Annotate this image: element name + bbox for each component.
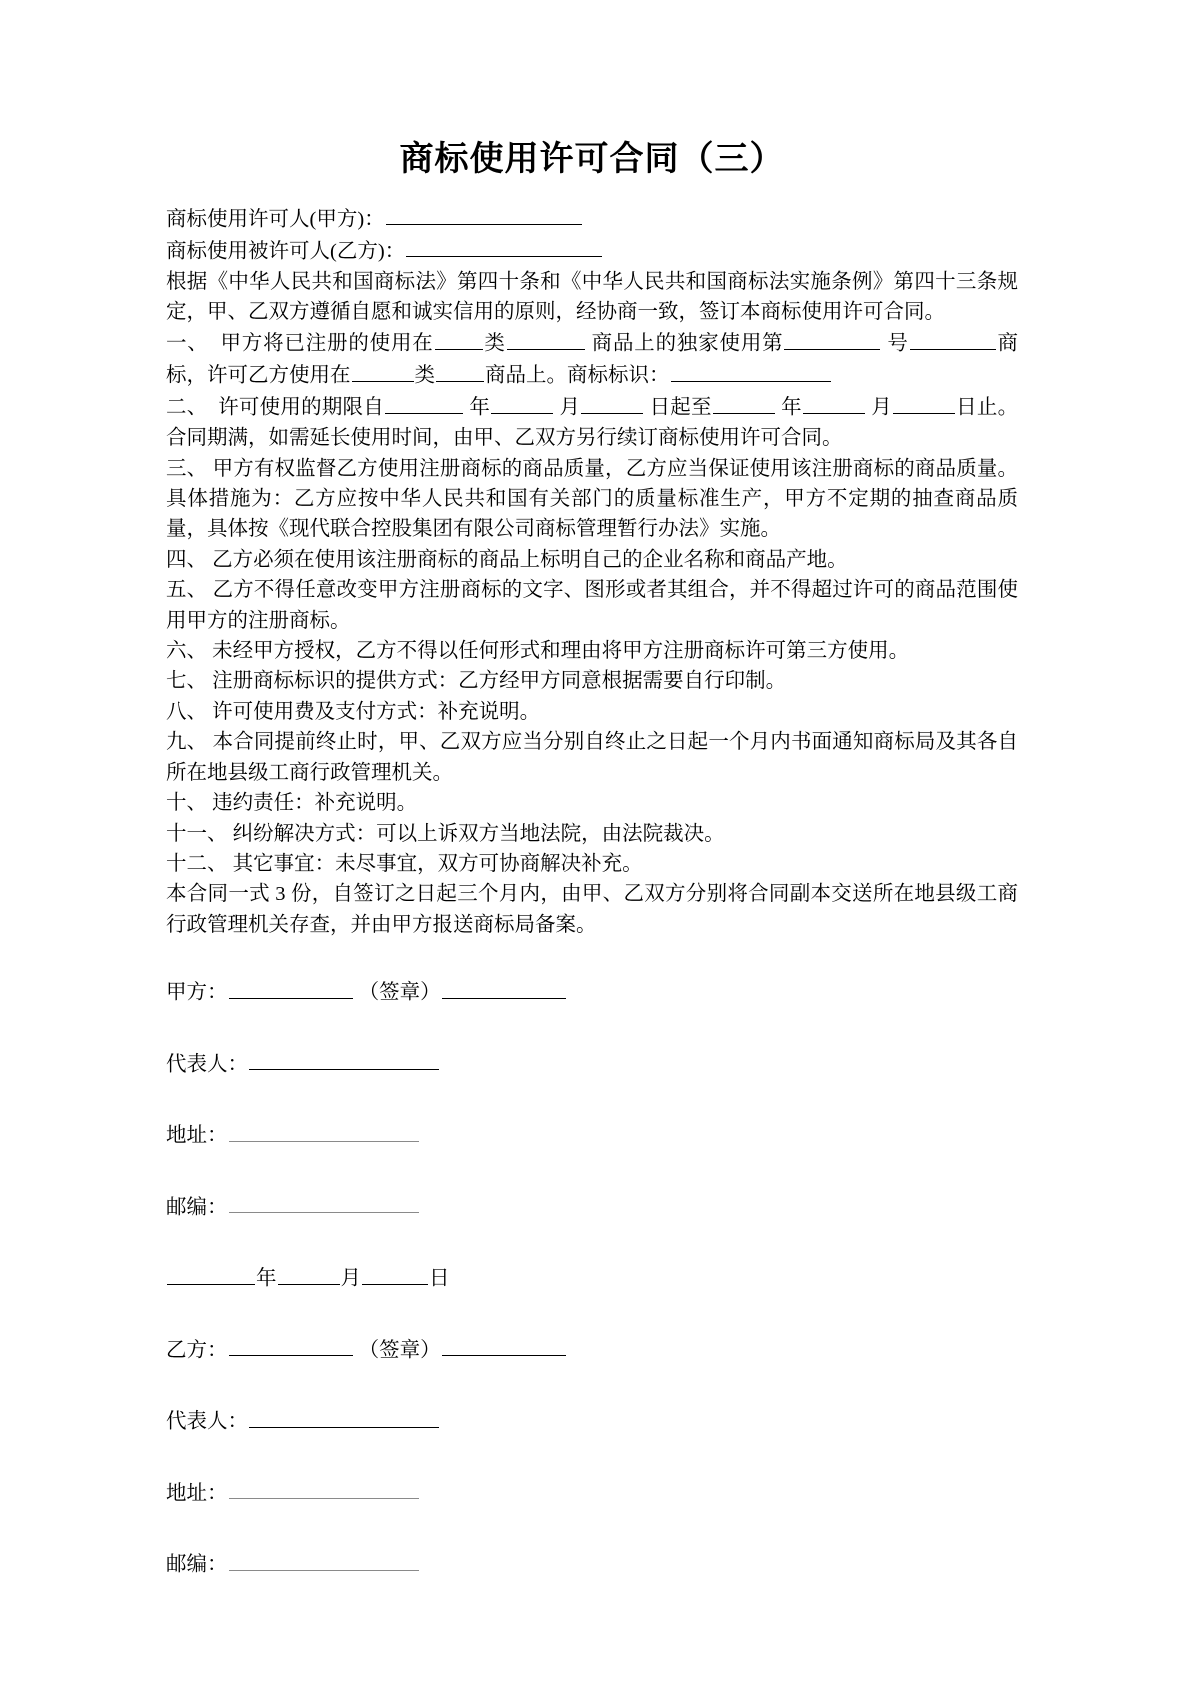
party-b-address-label: 地址：	[166, 1482, 228, 1505]
clause-2-text-f: 月	[871, 396, 892, 419]
party-b-seal-blank[interactable]	[442, 1334, 566, 1357]
licensor-line	[166, 203, 1018, 235]
clause-2-text-c: 月	[559, 396, 581, 419]
clause-11-number: 十一、	[166, 822, 228, 845]
clause-2-text-b: 年	[469, 396, 491, 419]
clause-2-text-e: 年	[781, 396, 802, 419]
clause-7	[166, 666, 1018, 696]
clause-4-text: 乙方必须在使用该注册商标的商品上标明自己的企业名称和商品产地。	[212, 548, 848, 571]
closing-paragraph: 本合同一式 3 份，自签订之日起三个月内，由甲、乙双方分别将合同副本交送所在地县级工商行政管理机关存查，并由甲方报送商标局备案。	[166, 883, 1018, 936]
clause-1-text-e: 商标，许可乙方使用在	[166, 332, 1019, 387]
clause-2-start-year-blank[interactable]	[385, 391, 463, 414]
party-b-postcode-label: 邮编：	[166, 1553, 228, 1576]
party-a-address-row	[166, 1119, 1018, 1151]
clause-2-text-a: 许可使用的期限自	[218, 396, 385, 419]
clause-1-class2-blank[interactable]	[352, 359, 414, 382]
clause-1-regno-blank[interactable]	[784, 327, 880, 350]
party-a-date-year-label: 年	[256, 1267, 277, 1290]
clause-10	[166, 788, 1018, 818]
clause-12-number: 十二、	[166, 852, 228, 875]
party-b-postcode-blank[interactable]	[229, 1548, 419, 1571]
party-a-address-label: 地址：	[166, 1124, 228, 1147]
clause-2-start-day-blank[interactable]	[581, 391, 643, 414]
clause-6	[166, 636, 1018, 666]
party-a-rep-label: 代表人：	[166, 1053, 248, 1076]
party-b-address-row	[166, 1477, 1018, 1509]
party-a-date-month-label: 月	[340, 1267, 361, 1290]
party-b-name-blank[interactable]	[229, 1334, 353, 1357]
clause-5-text: 乙方不得任意改变甲方注册商标的文字、图形或者其组合，并不得超过许可的商品范围使用甲方的注册商标。	[166, 579, 1018, 632]
clause-9-number: 九、	[166, 731, 208, 754]
party-a-date-day-blank[interactable]	[362, 1262, 428, 1285]
clause-1-number: 一、	[166, 332, 209, 355]
clause-2-text-g: 日止。合同期满，如需延长使用时间，由甲、乙双方另行续订商标使用许可合同。	[166, 396, 1019, 450]
signature-block	[166, 976, 1018, 1580]
clause-1-logo-blank[interactable]	[671, 359, 831, 382]
party-a-seal-blank[interactable]	[442, 976, 566, 999]
party-a-postcode-row	[166, 1191, 1018, 1223]
clause-1-text-c: 商品上的独家使用第	[591, 332, 784, 355]
licensee-line	[166, 235, 1018, 267]
clause-7-text: 注册商标标识的提供方式：乙方经甲方同意根据需要自行印制。	[212, 670, 787, 693]
licensor-label: 商标使用许可人(甲方)：	[166, 208, 385, 231]
clause-10-number: 十、	[166, 792, 207, 815]
clause-8-text: 许可使用费及支付方式：补充说明。	[212, 700, 541, 723]
clause-1-goods2-blank[interactable]	[436, 359, 484, 382]
clause-3-number: 三、	[166, 457, 208, 480]
party-a-date-year-blank[interactable]	[167, 1262, 255, 1285]
clause-1-text-b: 类	[483, 332, 506, 355]
party-a-address-blank[interactable]	[229, 1119, 419, 1142]
clause-9-text: 本合同提前终止时，甲、乙双方应当分别自终止之日起一个月内书面通知商标局及其各自所在地县级工商行政管理机关。	[166, 731, 1018, 784]
party-b-seal-label: （签章）	[358, 1339, 441, 1362]
clause-5-number: 五、	[166, 579, 208, 602]
clause-2-text-d: 日起至	[649, 396, 712, 419]
party-b-rep-blank[interactable]	[249, 1405, 439, 1428]
party-a-rep-row	[166, 1048, 1018, 1080]
clause-1-text-f: 类	[414, 364, 435, 387]
party-a-name-blank[interactable]	[229, 976, 353, 999]
clause-2-end-day-blank[interactable]	[893, 391, 955, 414]
clause-4	[166, 545, 1018, 575]
party-a-signature-row	[166, 976, 1018, 1008]
clause-8	[166, 697, 1018, 727]
party-a-rep-blank[interactable]	[249, 1048, 439, 1071]
document-body	[166, 140, 1018, 1620]
party-b-rep-label: 代表人：	[166, 1410, 248, 1433]
clause-7-number: 七、	[166, 670, 207, 693]
clause-12	[166, 849, 1018, 879]
clause-2	[166, 391, 1018, 453]
clause-6-number: 六、	[166, 640, 207, 663]
licensor-input-blank[interactable]	[386, 203, 582, 226]
clause-2-start-month-blank[interactable]	[491, 391, 553, 414]
clause-4-number: 四、	[166, 548, 207, 571]
clause-11	[166, 819, 1018, 849]
clause-2-end-year-blank[interactable]	[713, 391, 775, 414]
clause-8-number: 八、	[166, 700, 207, 723]
party-b-label: 乙方：	[166, 1339, 228, 1362]
clause-1-class-blank[interactable]	[435, 327, 483, 350]
party-a-postcode-blank[interactable]	[229, 1191, 419, 1214]
clause-1-text-a: 甲方将已注册的使用在	[220, 332, 434, 355]
clause-5	[166, 575, 1018, 636]
party-a-date-month-blank[interactable]	[278, 1262, 340, 1285]
clause-10-text: 违约责任：补充说明。	[212, 792, 418, 815]
clause-1-mark-blank[interactable]	[910, 327, 996, 350]
party-a-date-day-label: 日	[429, 1267, 450, 1290]
clause-1-goods-blank[interactable]	[507, 327, 585, 350]
licensee-input-blank[interactable]	[406, 235, 602, 258]
party-b-rep-row	[166, 1405, 1018, 1437]
party-a-seal-label: （签章）	[358, 981, 441, 1004]
party-b-signature-row	[166, 1334, 1018, 1366]
clause-6-text: 未经甲方授权，乙方不得以任何形式和理由将甲方注册商标许可第三方使用。	[212, 640, 910, 663]
clause-2-end-month-blank[interactable]	[803, 391, 865, 414]
clause-1-text-d: 号	[887, 332, 909, 355]
clause-11-text: 纠纷解决方式：可以上诉双方当地法院，由法院裁决。	[232, 822, 725, 845]
clause-9	[166, 727, 1018, 788]
party-a-postcode-label: 邮编：	[166, 1196, 228, 1219]
party-a-date-row	[166, 1262, 1018, 1294]
clause-3-text: 甲方有权监督乙方使用注册商标的商品质量，乙方应当保证使用该注册商标的商品质量。具体措施为：乙方应按中华人民共和国有关部门的质量标准生产，甲方不定期的抽查商品质量，具体按《现代联合控股集团有限公司商标管理暂行办法》实施。	[166, 457, 1018, 541]
clause-1	[166, 327, 1018, 391]
page-title: 商标使用许可合同（三）	[399, 141, 785, 178]
clause-3	[166, 454, 1018, 545]
party-a-label: 甲方：	[166, 981, 228, 1004]
party-b-postcode-row	[166, 1548, 1018, 1580]
preamble-paragraph: 根据《中华人民共和国商标法》第四十条和《中华人民共和国商标法实施条例》第四十三条规定，甲、乙双方遵循自愿和诚实信用的原则，经协商一致，签订本商标使用许可合同。	[166, 270, 1018, 324]
clause-1-text-g: 商品上。商标标识：	[485, 364, 670, 387]
party-b-address-blank[interactable]	[229, 1477, 419, 1500]
clause-12-text: 其它事宜：未尽事宜，双方可协商解决补充。	[232, 852, 643, 875]
clause-2-number: 二、	[166, 396, 208, 419]
licensee-label: 商标使用被许可人(乙方)：	[166, 240, 406, 263]
